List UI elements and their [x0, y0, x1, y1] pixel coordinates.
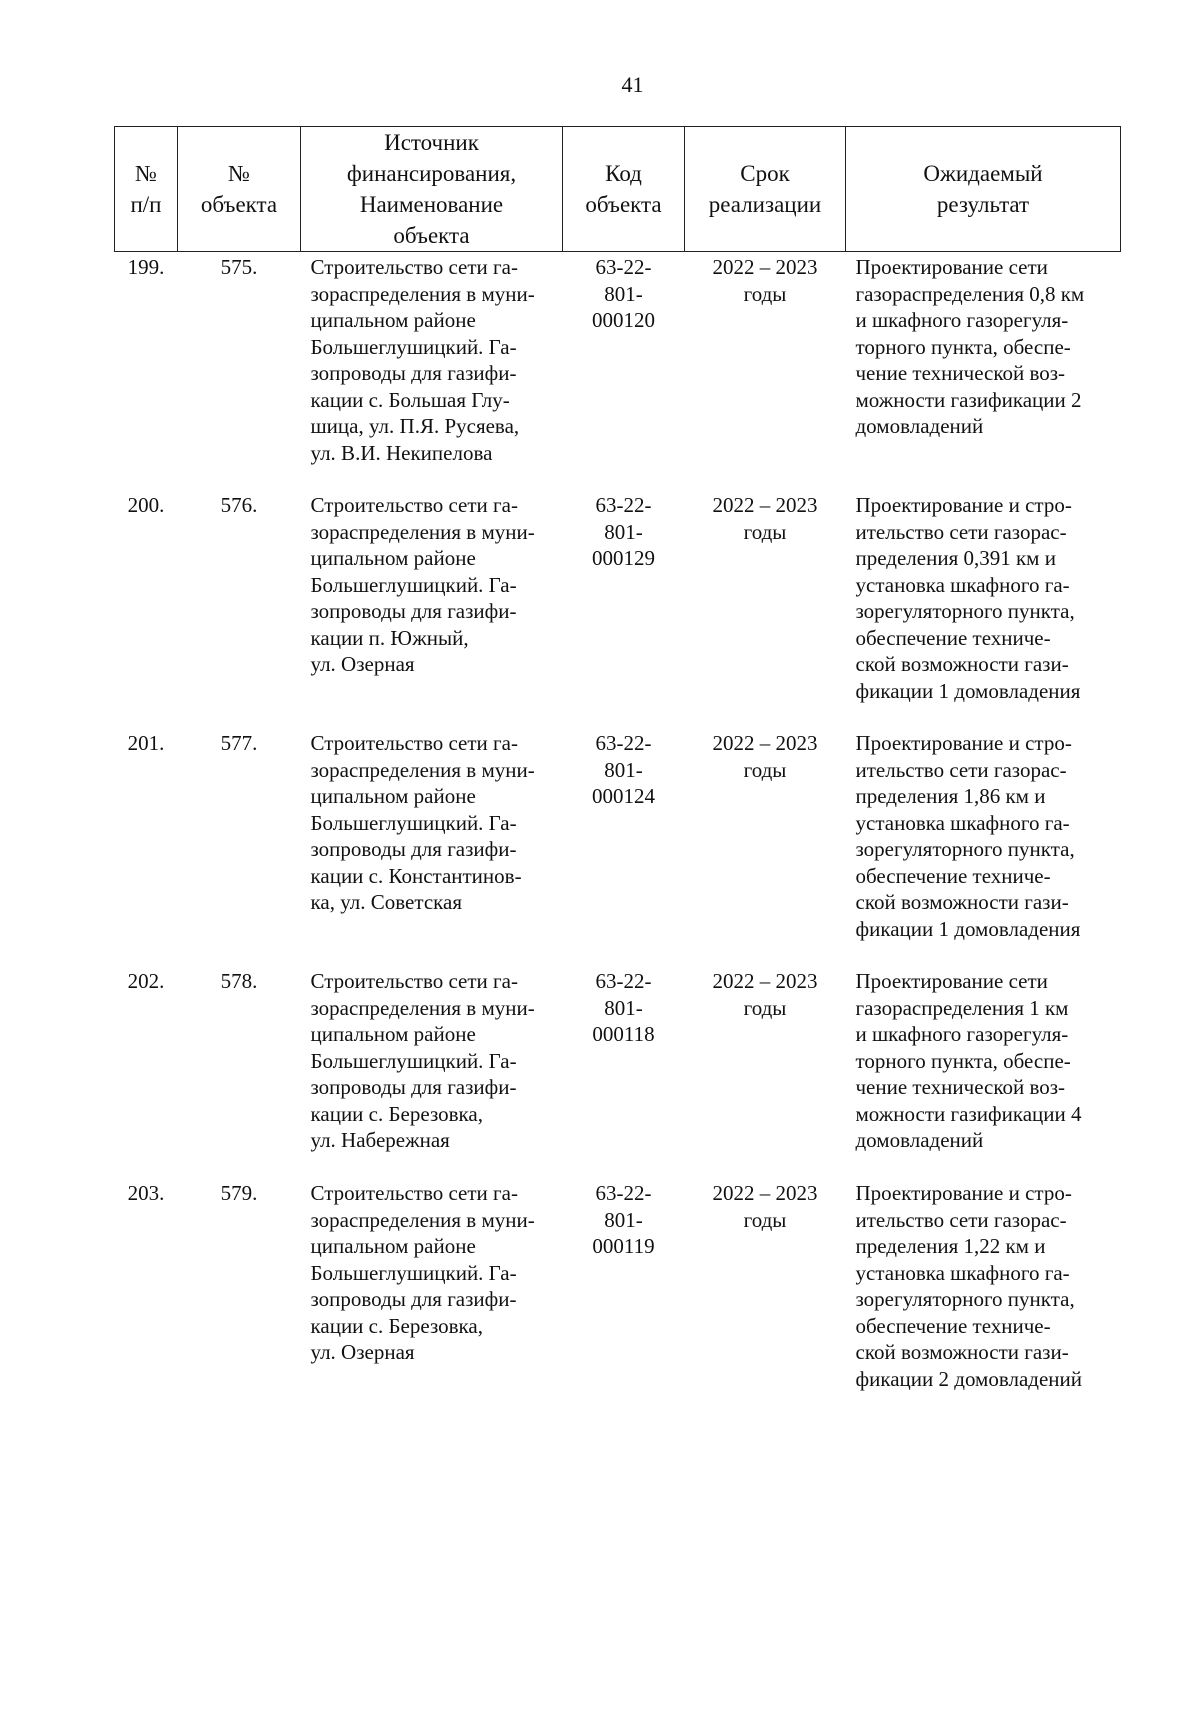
- row-num: 202.: [127, 969, 165, 993]
- row-num: 201.: [127, 731, 165, 755]
- row-term: 2022 – 2023 годы: [712, 1181, 818, 1232]
- page-number: 41: [621, 72, 644, 97]
- row-num: 200.: [127, 493, 165, 517]
- table-header-row: [115, 127, 1121, 252]
- row-result: Проектирование и стро- ительство сети газорас- пределения 1,22 км и установка шкафного га- зорегуляторного пункта, обеспечение техниче- ской возможности гази- фикации 2 домовладений: [855, 1181, 1082, 1391]
- header-source: Источник финансирования, Наименование объекта: [301, 127, 563, 252]
- row-result: Проектирование и стро- ительство сети газорас- пределения 0,391 км и установка шкафного га- зорегуляторного пункта, обеспечение техниче- ской возможности гази- фикации 1 домовладения: [855, 493, 1081, 703]
- row-object-number: 579.: [220, 1181, 258, 1205]
- table-row: [115, 492, 1121, 730]
- row-source: Строительство сети га- зораспределения в муни- ципальном районе Большеглушицкий. Га- зопроводы для газифи- кации с. Березовка, ул. Озерная: [310, 1181, 535, 1364]
- table-row: [115, 252, 1121, 493]
- row-term: 2022 – 2023 годы: [712, 731, 818, 782]
- row-object-number: 575.: [220, 255, 258, 279]
- row-code: 63-22- 801- 000129: [592, 493, 655, 570]
- row-result: Проектирование сети газораспределения 0,8 км и шкафного газорегуля- торного пункта, обеспе- чение технической воз- можности газификации 2 домовладений: [855, 255, 1085, 438]
- header-term: Срок реализации: [685, 127, 846, 252]
- row-code: 63-22- 801- 000118: [592, 969, 655, 1046]
- row-term: 2022 – 2023 годы: [712, 969, 818, 1020]
- row-code: 63-22- 801- 000119: [592, 1181, 655, 1258]
- row-source: Строительство сети га- зораспределения в муни- ципальном районе Большеглушицкий. Га- зопроводы для газифи- кации п. Южный, ул. Озерная: [310, 493, 535, 676]
- header-result: Ожидаемый результат: [846, 127, 1121, 252]
- table-row: [115, 968, 1121, 1180]
- row-num: 199.: [127, 255, 165, 279]
- header-code: Код объекта: [563, 127, 685, 252]
- row-object-number: 577.: [220, 731, 258, 755]
- table-row: [115, 730, 1121, 968]
- row-result: Проектирование и стро- ительство сети газорас- пределения 1,86 км и установка шкафного га- зорегуляторного пункта, обеспечение техниче- ской возможности гази- фикации 1 домовладения: [855, 731, 1081, 941]
- row-object-number: 576.: [220, 493, 258, 517]
- row-result: Проектирование сети газораспределения 1 км и шкафного газорегуля- торного пункта, обеспе- чение технической воз- можности газификации 4 домовладений: [855, 969, 1082, 1152]
- row-source: Строительство сети га- зораспределения в муни- ципальном районе Большеглушицкий. Га- зопроводы для газифи- кации с. Константинов- ка, ул. Советская: [310, 731, 535, 914]
- table-row: [115, 1180, 1121, 1418]
- row-code: 63-22- 801- 000124: [592, 731, 655, 808]
- row-term: 2022 – 2023 годы: [712, 255, 818, 306]
- objects-table: [114, 126, 1121, 1418]
- header-object-number: № объекта: [178, 127, 301, 252]
- row-source: Строительство сети га- зораспределения в муни- ципальном районе Большеглушицкий. Га- зопроводы для газифи- кации с. Большая Глу- шица, ул. П.Я. Русяева, ул. В.И. Некипелова: [310, 255, 535, 465]
- row-term: 2022 – 2023 годы: [712, 493, 818, 544]
- row-num: 203.: [127, 1181, 165, 1205]
- row-object-number: 578.: [220, 969, 258, 993]
- header-num: № п/п: [115, 127, 178, 252]
- row-code: 63-22- 801- 000120: [592, 255, 655, 332]
- row-source: Строительство сети га- зораспределения в муни- ципальном районе Большеглушицкий. Га- зопроводы для газифи- кации с. Березовка, ул. Набережная: [310, 969, 535, 1152]
